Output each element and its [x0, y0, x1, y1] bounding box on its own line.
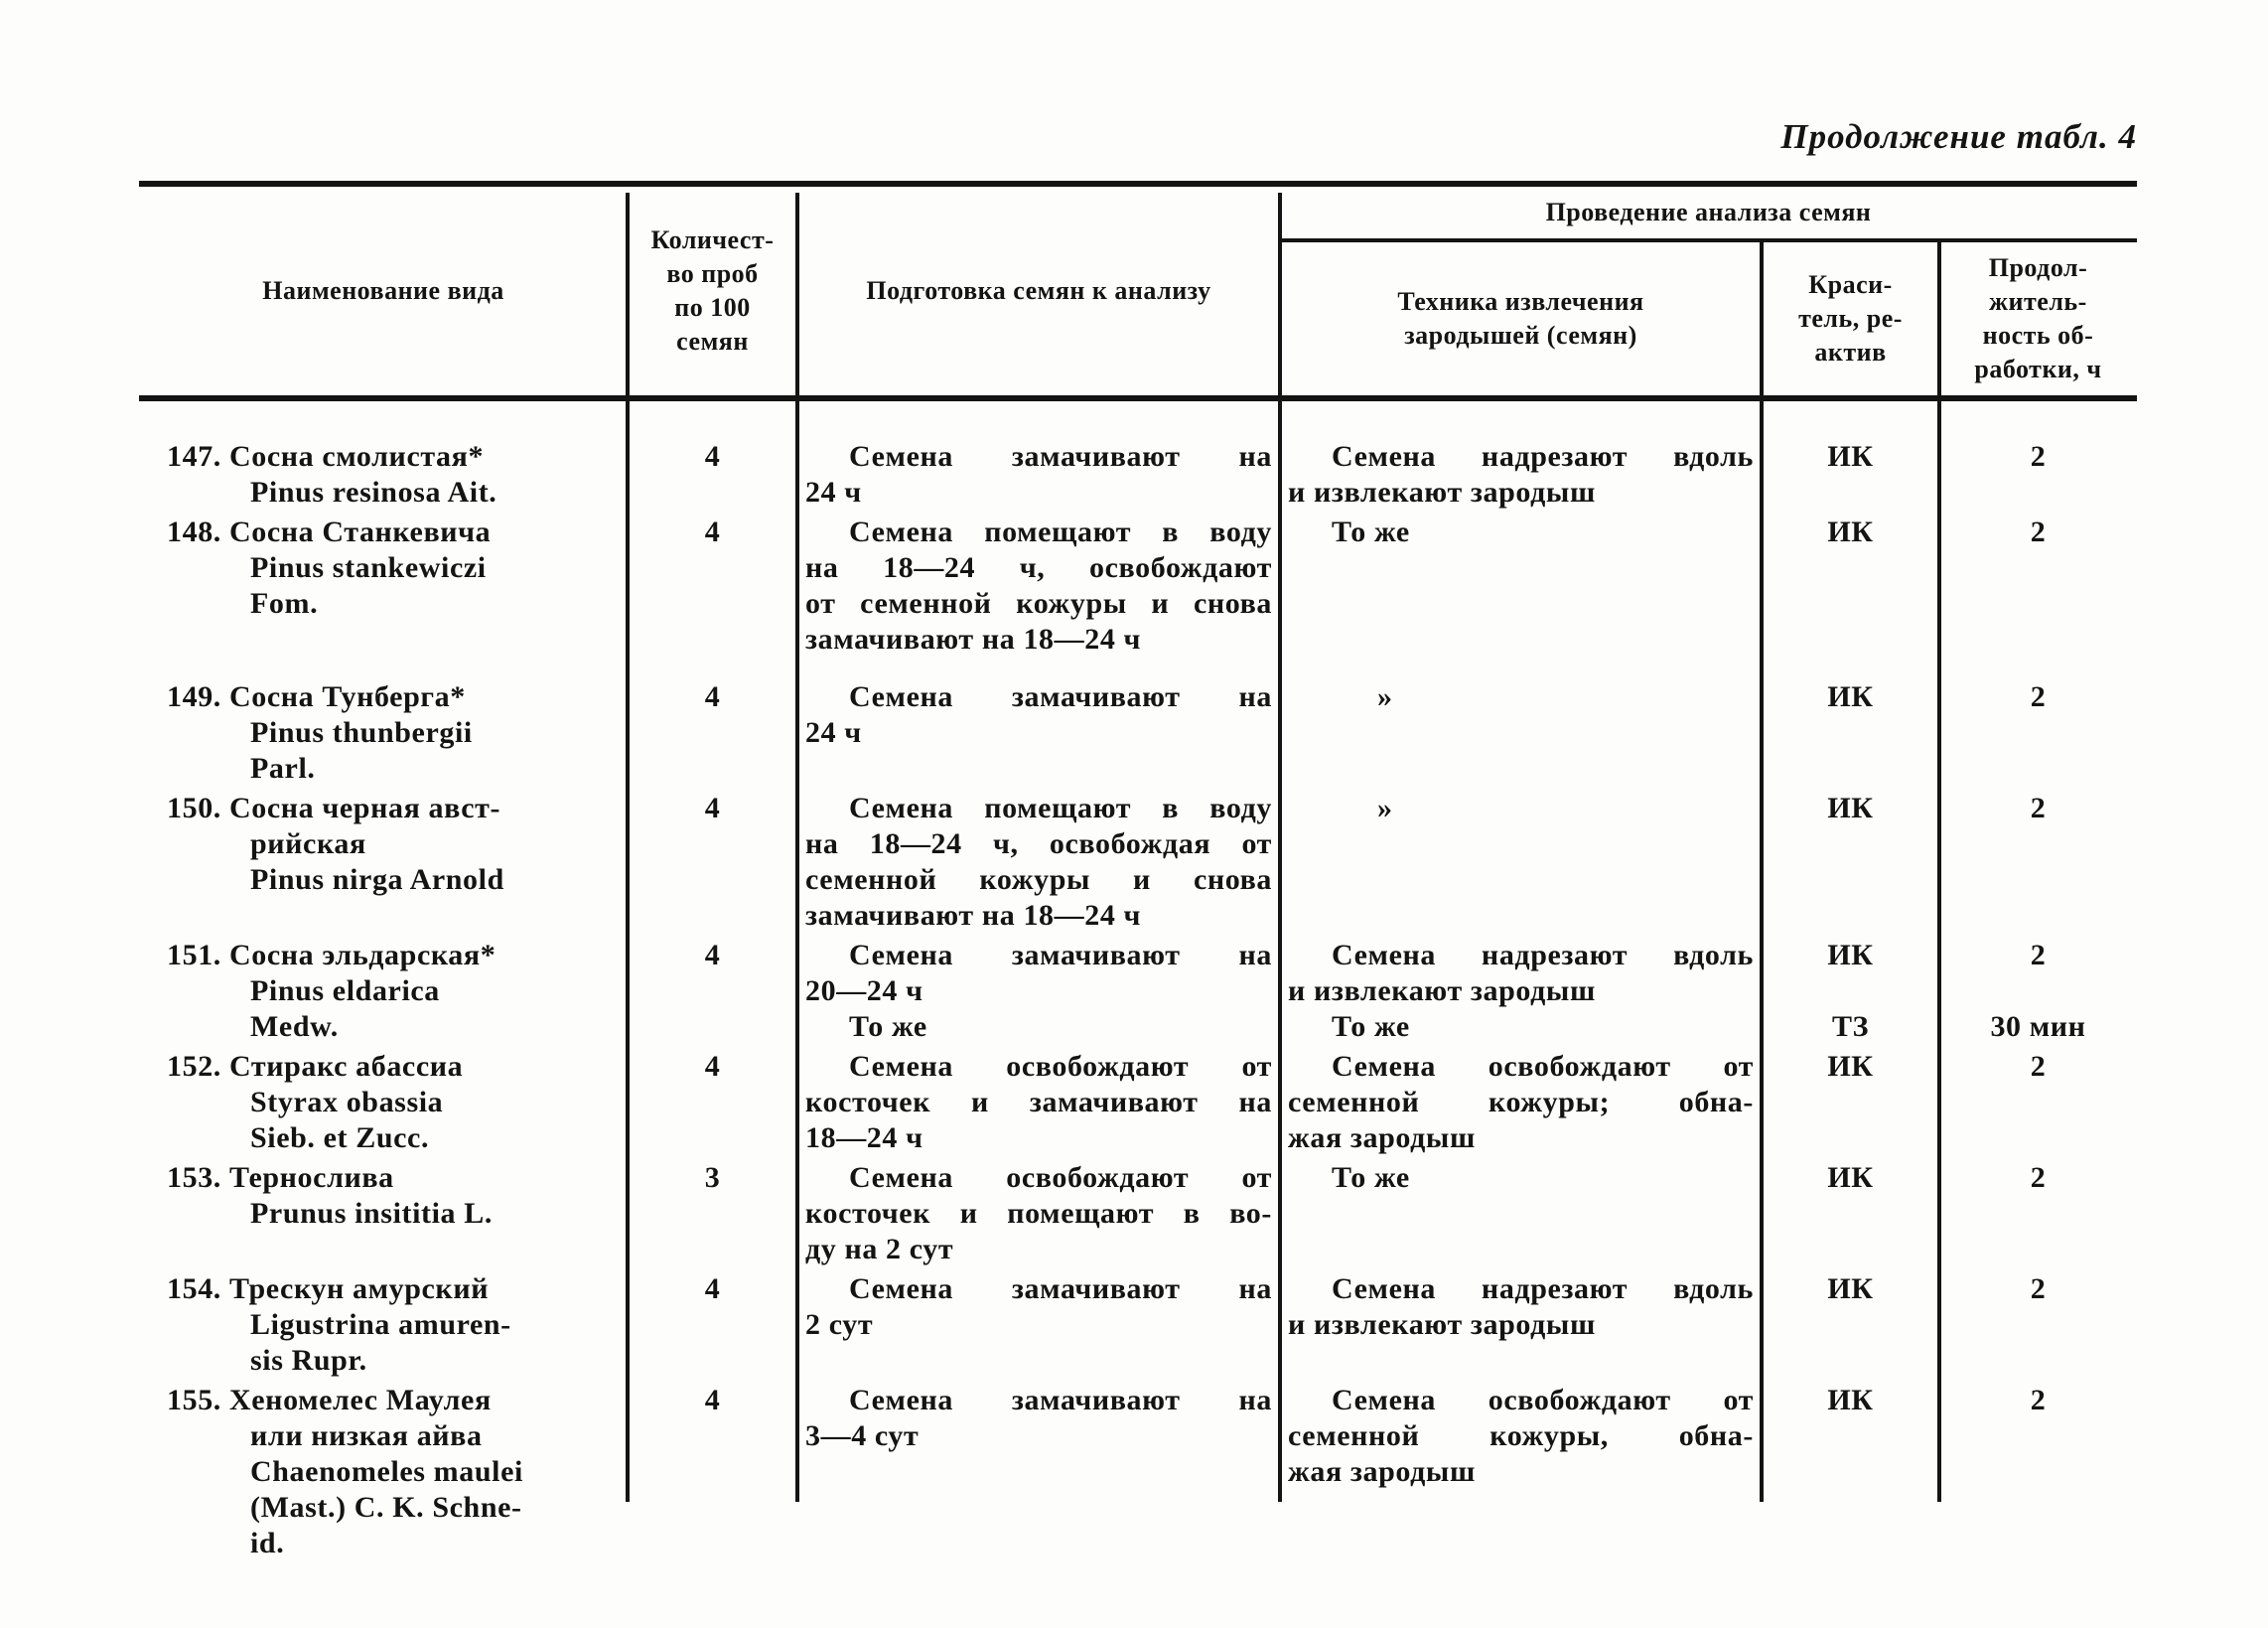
- species-name-line: Pinus stankewiczi: [250, 551, 487, 584]
- sample-count-cell: [628, 1049, 797, 1156]
- header-line: тель, ре-: [1798, 304, 1903, 333]
- text-line: Семена надрезают вдоль: [1332, 939, 1754, 971]
- species-cell: [139, 791, 628, 934]
- sample-count-value: 4: [704, 1384, 721, 1416]
- sample-count-cell: [628, 679, 797, 787]
- text-line: Семена замачивают на: [849, 680, 1272, 713]
- analysis-cells: [797, 515, 2137, 658]
- technique-cell: [1280, 679, 1762, 751]
- sample-count-cell: [628, 791, 797, 934]
- duration-cell: 2: [2030, 939, 2047, 971]
- table-row: [139, 439, 2137, 511]
- preparation-cell: [797, 938, 1280, 1009]
- species-name-line: Sieb. et Zucc.: [250, 1121, 430, 1154]
- text-line: и извлекают зародыш: [1288, 476, 1596, 509]
- header-dye: [1762, 242, 1939, 395]
- header-line: Продол-: [1988, 253, 2088, 282]
- analysis-entry: [797, 1049, 2137, 1156]
- text-line: семенной кожуры, обна-: [1288, 1419, 1754, 1452]
- sample-count-cell: [628, 439, 797, 511]
- header-duration: [1939, 242, 2137, 395]
- text-line: косточек и помещают в во-: [805, 1197, 1272, 1230]
- duration-cell: 2: [2030, 516, 2047, 548]
- text-line: и извлекают зародыш: [1288, 974, 1596, 1007]
- table-header: [139, 187, 2137, 395]
- sample-count-cell: [628, 1383, 797, 1561]
- preparation-cell: [797, 679, 1280, 751]
- text-line: 24 ч: [805, 716, 862, 749]
- species-name-line: (Mast.) C. K. Schne-: [250, 1491, 522, 1524]
- preparation-cell: [797, 791, 1280, 934]
- text-line: семенной кожуры и снова: [805, 863, 1272, 896]
- header-analysis-label: Проведение анализа семян: [1545, 198, 1872, 226]
- species-name-line: 149. Сосна Тунберга*: [167, 680, 466, 713]
- header-analysis-span: [1280, 187, 2137, 238]
- analysis-entry: [797, 1383, 2137, 1490]
- text-line: ду на 2 сут: [805, 1233, 954, 1265]
- header-species-label: Наименование вида: [262, 276, 504, 305]
- page-title: Продолжение табл. 4: [1780, 117, 2137, 156]
- species-name-line: 152. Стиракс абассиа: [167, 1050, 464, 1083]
- text-line: То же: [1332, 1010, 1410, 1043]
- table-row: [139, 679, 2137, 787]
- text-line: на 18—24 ч, освобождают: [805, 551, 1272, 584]
- dye-cell: ТЗ: [1831, 1010, 1870, 1043]
- species-name-line: 147. Сосна смолистая*: [167, 440, 485, 473]
- dye-cell: ИК: [1827, 792, 1874, 824]
- header-line: работки, ч: [1974, 355, 2102, 383]
- species-name-line: id.: [250, 1527, 285, 1559]
- duration-cell: 2: [2030, 792, 2047, 824]
- species-name-line: Parl.: [250, 752, 316, 785]
- species-cell: [139, 679, 628, 787]
- species-name-line: Pinus resinosa Ait.: [250, 476, 497, 509]
- dye-cell: ИК: [1827, 1161, 1874, 1194]
- header-technique: [1280, 242, 1762, 395]
- species-cell: [139, 1160, 628, 1267]
- sample-count-value: 4: [704, 792, 721, 824]
- text-line: Семена надрезают вдоль: [1332, 1272, 1754, 1305]
- text-line: »: [1377, 792, 1393, 824]
- table-row: [139, 791, 2137, 934]
- text-line: Семена помещают в воду: [849, 516, 1272, 548]
- column-divider: [795, 193, 799, 401]
- species-cell: [139, 1271, 628, 1379]
- duration-cell: 2: [2030, 1272, 2047, 1305]
- species-name-line: Pinus eldarica: [250, 974, 440, 1007]
- sample-count-value: 4: [704, 680, 721, 713]
- analysis-cells: [797, 938, 2137, 1045]
- table-body: [139, 401, 2137, 1559]
- species-name-line: Medw.: [250, 1010, 339, 1043]
- species-cell: [139, 1049, 628, 1156]
- table-row: [139, 1271, 2137, 1379]
- species-name-line: 154. Трескун амурский: [167, 1272, 490, 1305]
- technique-cell: [1280, 1160, 1762, 1267]
- species-name-line: 150. Сосна черная авст-: [167, 792, 501, 824]
- text-line: Семена надрезают вдоль: [1332, 440, 1754, 473]
- text-line: жая зародыш: [1288, 1455, 1476, 1488]
- dye-cell: ИК: [1827, 680, 1874, 713]
- header-line: Техника извлечения: [1397, 287, 1644, 316]
- text-line: То же: [1332, 516, 1410, 548]
- column-divider: [1278, 193, 1282, 401]
- sample-count-cell: [628, 1160, 797, 1267]
- dye-cell: ИК: [1827, 939, 1874, 971]
- text-line: Семена освобождают от: [849, 1050, 1272, 1083]
- text-line: 2 сут: [805, 1308, 874, 1341]
- table-row: [139, 1383, 2137, 1561]
- header-line: ность об-: [1982, 321, 2094, 350]
- column-divider: [1760, 401, 1764, 1502]
- text-line: 3—4 сут: [805, 1419, 920, 1452]
- technique-cell: [1280, 1271, 1762, 1343]
- species-name-line: Chaenomeles maulei: [250, 1455, 523, 1488]
- analysis-cells: [797, 1049, 2137, 1156]
- duration-cell: 30 мин: [1990, 1010, 2086, 1043]
- table-row: [139, 938, 2137, 1045]
- table-row: [139, 515, 2137, 658]
- analysis-cells: [797, 791, 2137, 934]
- column-divider: [1937, 401, 1941, 1502]
- technique-cell: [1280, 1383, 1762, 1490]
- preparation-cell: [797, 1160, 1280, 1267]
- preparation-cell: [797, 1271, 1280, 1343]
- dye-cell: ИК: [1827, 440, 1874, 473]
- species-cell: [139, 938, 628, 1045]
- text-line: »: [1377, 680, 1393, 713]
- table-row: [139, 1049, 2137, 1156]
- technique-cell: [1280, 791, 1762, 934]
- species-name-line: Ligustrina amuren-: [250, 1308, 511, 1341]
- header-line: во проб: [666, 259, 759, 288]
- analysis-cells: [797, 1160, 2137, 1267]
- duration-cell: 2: [2030, 1050, 2047, 1083]
- sample-count-value: 4: [704, 939, 721, 971]
- header-preparation-label: Подготовка семян к анализу: [866, 276, 1211, 305]
- analysis-entry: [797, 791, 2137, 934]
- analysis-entry: [797, 679, 2137, 751]
- analysis-cells: [797, 1383, 2137, 1561]
- species-name-line: Styrax obassia: [250, 1086, 444, 1118]
- header-line: семян: [676, 327, 749, 356]
- text-line: на 18—24 ч, освобождая от: [805, 827, 1272, 860]
- header-line: зародышей (семян): [1404, 321, 1637, 350]
- header-preparation: [797, 187, 1280, 395]
- species-name-line: или низкая айва: [250, 1419, 483, 1452]
- dye-cell: ИК: [1827, 1272, 1874, 1305]
- text-line: Семена замачивают на: [849, 1384, 1272, 1416]
- text-line: семенной кожуры; обна-: [1288, 1086, 1754, 1118]
- technique-cell: [1280, 1049, 1762, 1156]
- text-line: 24 ч: [805, 476, 862, 509]
- header-species: [139, 187, 628, 395]
- header-line: житель-: [1989, 287, 2087, 316]
- species-name-line: 155. Хеномелес Маулея: [167, 1384, 492, 1416]
- dye-cell: ИК: [1827, 1050, 1874, 1083]
- text-line: Семена замачивают на: [849, 939, 1272, 971]
- species-name-line: Fom.: [250, 587, 319, 620]
- duration-cell: 2: [2030, 1161, 2047, 1194]
- analysis-entry: [797, 1160, 2137, 1267]
- analysis-entry: [797, 1009, 2137, 1045]
- preparation-cell: [797, 1049, 1280, 1156]
- technique-cell: [1280, 515, 1762, 658]
- sample-count-value: 4: [704, 1050, 721, 1083]
- species-name-line: Pinus nirga Arnold: [250, 863, 504, 896]
- column-divider: [1937, 242, 1941, 401]
- text-line: Семена освобождают от: [1332, 1384, 1754, 1416]
- analysis-entry: [797, 515, 2137, 658]
- sample-count-cell: [628, 515, 797, 658]
- text-line: замачивают на 18—24 ч: [805, 623, 1142, 656]
- text-line: жая зародыш: [1288, 1121, 1476, 1154]
- sample-count-cell: [628, 1271, 797, 1379]
- technique-cell: [1280, 938, 1762, 1009]
- dye-cell: ИК: [1827, 1384, 1874, 1416]
- species-cell: [139, 515, 628, 658]
- sample-count-value: 4: [704, 516, 721, 548]
- column-divider: [1760, 242, 1764, 401]
- species-name-line: sis Rupr.: [250, 1344, 367, 1377]
- text-line: Семена освобождают от: [849, 1161, 1272, 1194]
- preparation-cell: [797, 1009, 1280, 1045]
- preparation-cell: [797, 1383, 1280, 1490]
- text-line: от семенной кожуры и снова: [805, 587, 1272, 620]
- species-name-line: Pinus thunbergii: [250, 716, 473, 749]
- technique-cell: [1280, 1009, 1762, 1045]
- text-line: 20—24 ч: [805, 974, 923, 1007]
- analysis-cells: [797, 1271, 2137, 1379]
- text-line: Семена замачивают на: [849, 440, 1272, 473]
- species-cell: [139, 439, 628, 511]
- table-row: [139, 1160, 2137, 1267]
- header-line: Краси-: [1808, 270, 1893, 299]
- analysis-cells: [797, 679, 2137, 787]
- column-divider: [795, 401, 799, 1502]
- species-name-line: 151. Сосна эльдарская*: [167, 939, 496, 971]
- header-line: актив: [1814, 338, 1887, 367]
- column-divider: [1278, 401, 1282, 1502]
- species-name-line: 153. Тернослива: [167, 1161, 394, 1194]
- sample-count-cell: [628, 938, 797, 1045]
- species-name-line: 148. Сосна Станкевича: [167, 516, 492, 548]
- species-cell: [139, 1383, 628, 1561]
- text-line: То же: [849, 1010, 927, 1043]
- text-line: замачивают на 18—24 ч: [805, 899, 1142, 932]
- sample-count-value: 4: [704, 440, 721, 473]
- text-line: Семена замачивают на: [849, 1272, 1272, 1305]
- text-line: 18—24 ч: [805, 1121, 923, 1154]
- sample-count-value: 4: [704, 1272, 721, 1305]
- species-name-line: Prunus insititia L.: [250, 1197, 493, 1230]
- analysis-entry: [797, 938, 2137, 1009]
- header-line: по 100: [674, 293, 751, 322]
- text-line: Семена помещают в воду: [849, 792, 1272, 824]
- text-line: Семена освобождают от: [1332, 1050, 1754, 1083]
- preparation-cell: [797, 439, 1280, 511]
- text-line: То же: [1332, 1161, 1410, 1194]
- technique-cell: [1280, 439, 1762, 511]
- header-sample-count: [628, 187, 797, 395]
- duration-cell: 2: [2030, 680, 2047, 713]
- duration-cell: 2: [2030, 440, 2047, 473]
- duration-cell: 2: [2030, 1384, 2047, 1416]
- text-line: косточек и замачивают на: [805, 1086, 1272, 1118]
- analysis-entry: [797, 1271, 2137, 1343]
- column-divider: [626, 193, 630, 401]
- analysis-entry: [797, 439, 2137, 511]
- sample-count-value: 3: [704, 1161, 721, 1194]
- header-line: Количест-: [650, 225, 775, 254]
- preparation-cell: [797, 515, 1280, 658]
- column-divider: [626, 401, 630, 1502]
- dye-cell: ИК: [1827, 516, 1874, 548]
- analysis-cells: [797, 439, 2137, 511]
- species-name-line: рийская: [250, 827, 366, 860]
- text-line: и извлекают зародыш: [1288, 1308, 1596, 1341]
